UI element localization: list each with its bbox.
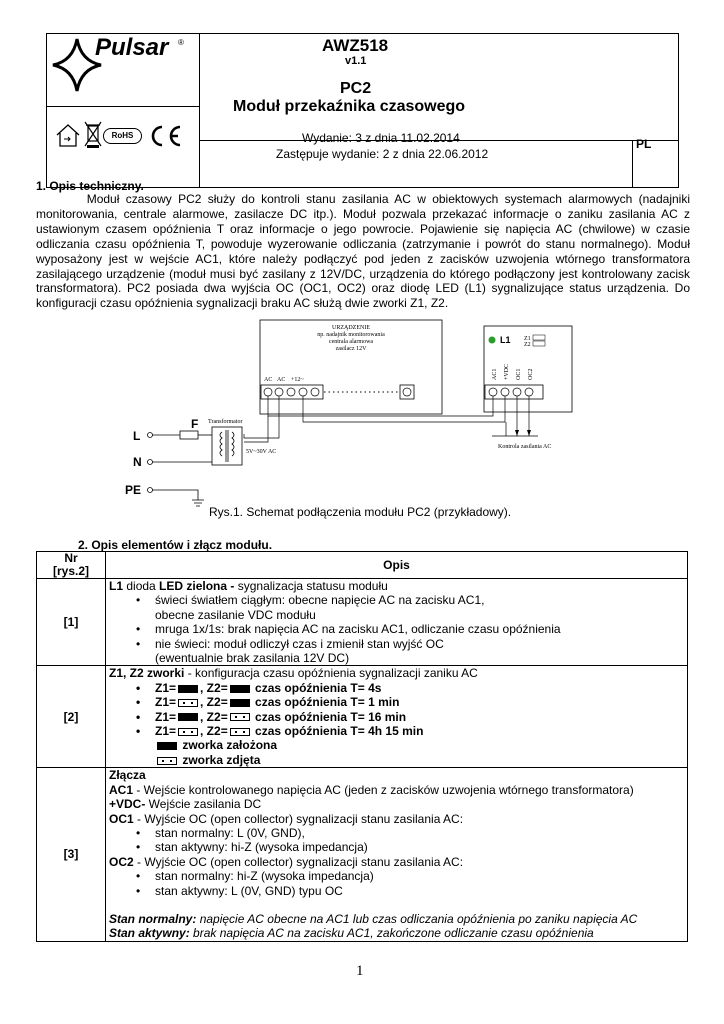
jumper-off-icon xyxy=(178,728,198,736)
pin-label: OC2 xyxy=(528,368,534,380)
module-terminals xyxy=(489,388,533,396)
list-item: • Z1= , Z2= czas opóźnienia T= 4h 15 min xyxy=(155,724,684,738)
list-item: • nie świeci: moduł odliczył czas i zmienił stan wyjść OC (ewentualnie brak zasilania 12V DC) xyxy=(155,637,684,666)
jumper-off-icon xyxy=(230,713,250,721)
logo-text: Pulsar xyxy=(95,34,169,61)
legend-off: zworka zdjęta xyxy=(109,753,684,767)
paragraph-line: zasilającego urządzenie (moduł musi być zasilany z 12V/DC, urządzenia do którego podłączony jest kontrolowany zacisk xyxy=(36,266,690,281)
mains-l-label: L xyxy=(133,429,141,443)
page-number: 1 xyxy=(356,963,364,979)
list-item: • Z1= , Z2= czas opóźnienia T= 4s xyxy=(155,681,684,695)
connection-diagram xyxy=(120,318,590,508)
fuse-label: F xyxy=(191,417,199,431)
jumper-on-icon xyxy=(157,742,177,750)
device-line: np. nadajnik monitorowania xyxy=(317,332,385,338)
document-version: v1.1 xyxy=(345,55,367,67)
voltage-label: 5V~30V AC xyxy=(246,449,277,455)
jumper-on-icon xyxy=(178,685,198,693)
section-1-paragraph xyxy=(36,192,690,311)
figure-caption: Rys.1. Schemat podłączenia modułu PC2 (przykładowy). xyxy=(209,505,512,519)
list-item: • stan aktywny: L (0V, GND) typu OC xyxy=(155,884,684,898)
row-description: Złącza AC1 - Wejście kontrolowanego napięcia AC (jeden z zacisków uzwojenia wtórnego transformatora) +VDC- Wejście zasilania DC OC1 - Wyjście OC (open collector) sygnalizacji stanu zasilania AC: • stan normalny: L (0V, GND), • stan aktywny: hi-Z (wysoka impedancja) OC2 - Wyjście OC (open collector) sygnalizacji stanu zasilania AC: • stan normalny: hi-Z (wysoka impedancja) • stan aktywny: L (0V, GND) typu OC Stan normalny: napięcie AC obecne na AC1 lub czas odliczania opóźnienia po zaniku napięcia AC Stan aktywny: brak napięcia AC na zacisku AC1, zakończone odliczanie czasu opóźnienia xyxy=(106,768,688,941)
table-row xyxy=(37,666,688,768)
mains-pe-label: PE xyxy=(125,483,142,497)
module-terminal-block xyxy=(485,385,543,399)
weee-bin-icon xyxy=(84,121,102,149)
table-header-row xyxy=(37,552,688,579)
pin-label: +VDC xyxy=(504,363,510,380)
device-line: centrala alarmowa xyxy=(328,339,374,345)
row-number: [2] xyxy=(37,666,106,768)
list-item: • stan normalny: L (0V, GND), xyxy=(155,826,684,840)
terminal-label: AC xyxy=(264,377,273,383)
transformer-box xyxy=(212,427,242,465)
terminal-label: +12~ xyxy=(291,377,304,383)
row-number: [1] xyxy=(37,579,106,666)
paragraph-line: Moduł czasowy PC2 służy do kontroli stanu zasilania AC w obiektowych systemach alarmowych (nadajniki xyxy=(36,192,690,206)
header-divider xyxy=(47,106,199,107)
house-icon xyxy=(55,122,81,148)
section-2-heading: 2. Opis elementów i złącz modułu. xyxy=(78,538,273,552)
edition-info: Wydanie: 3 z dnia 11.02.2014 xyxy=(302,131,460,145)
table-row xyxy=(37,768,688,941)
registered-mark: ® xyxy=(178,38,184,47)
device-terminals xyxy=(264,388,319,396)
list-item: • mruga 1x/1s: brak napięcia AC na zacisku AC1, odliczanie czasu opóźnienia xyxy=(155,622,684,636)
table-row xyxy=(37,579,688,666)
list-item: • świeci światłem ciągłym: obecne napięcie AC na zacisku AC1, obecne zasilanie VDC modułu xyxy=(155,593,684,622)
jumper-off-icon xyxy=(178,699,198,707)
list-item: • stan aktywny: hi-Z (wysoka impedancja) xyxy=(155,840,684,854)
pin-label: OC1 xyxy=(516,368,522,380)
wires xyxy=(244,396,538,442)
paragraph-line: monitorowania, centrale alarmowe, zasilacze DC itp.). Moduł pozwala przekazać informacje o zaniku zasilania AC z xyxy=(36,206,690,221)
ce-mark-icon xyxy=(147,124,183,148)
rohs-badge: RoHS xyxy=(103,128,142,144)
row-description: Z1, Z2 zworki - konfiguracja czasu opóźnienia sygnalizacji zaniku AC • Z1= , Z2= czas opóźnienia T= 4s • Z1= , Z2= czas opóźnienia T= 1 min • Z1= , Z2= czas opóźnienia T= 16 min • Z1= , Z2= czas opóźnienia T= 4h 15 min zworka założona zworka zdjęta xyxy=(106,666,688,768)
paragraph-line: transformatora). PC2 posiada dwa wyjścia OC (OC1, OC2) oraz diodę LED (L1) sygnalizujące status urządzenia. Do xyxy=(36,281,690,296)
paragraph-line: konfiguracji czasu opóźnienia sygnalizacji braku AC służą dwie zworki Z1, Z2. xyxy=(36,296,449,311)
mains-n-label: N xyxy=(133,455,142,469)
led-label: L1 xyxy=(500,335,511,345)
jumper-on-icon xyxy=(230,699,250,707)
header-divider xyxy=(632,140,633,187)
elements-table xyxy=(36,551,688,942)
jumper-label: Z1 xyxy=(524,336,531,342)
device-line: zasilacz 12V xyxy=(335,346,367,352)
terminal-label: AC xyxy=(277,377,286,383)
legend-on: zworka założona xyxy=(109,738,684,752)
row-description: L1 dioda LED zielona - sygnalizacja statusu modułu • świeci światłem ciągłym: obecne napięcie AC na zacisku AC1, obecne zasilanie VDC modułu • mruga 1x/1s: brak napięcia AC na zacisku AC1, odliczanie czasu opóźnienia • nie świeci: moduł odliczył czas i zmienił stan wyjść OC (ewentualnie brak zasilania 12V DC) xyxy=(106,579,688,666)
row-number: [3] xyxy=(37,768,106,941)
document-title: Moduł przekaźnika czasowego xyxy=(233,98,466,115)
device-terminal-block xyxy=(261,385,323,399)
language-code: PL xyxy=(636,137,652,151)
header-divider xyxy=(199,34,200,187)
list-item: • Z1= , Z2= czas opóźnienia T= 16 min xyxy=(155,710,684,724)
document-code: AWZ518 xyxy=(322,36,389,55)
jumper-off-icon xyxy=(230,728,250,736)
list-item: • Z1= , Z2= czas opóźnienia T= 1 min xyxy=(155,695,684,709)
column-header-opis: Opis xyxy=(106,552,688,579)
led-icon xyxy=(489,337,496,344)
list-item: • stan normalny: hi-Z (wysoka impedancja) xyxy=(155,869,684,883)
mains-wires xyxy=(150,431,212,506)
jumper-on-icon xyxy=(230,685,250,693)
paragraph-line: ustawionym czasem opóźnienia T oraz informacje o jego powrocie. Pojawienie się napięcia AC (chwilowe) w czasie xyxy=(36,221,690,236)
pin-label: AC1 xyxy=(492,368,498,380)
column-header-nr: Nr [rys.2] xyxy=(37,552,106,579)
jumper-on-icon xyxy=(178,713,198,721)
replaces-info: Zastępuje wydanie: 2 z dnia 22.06.2012 xyxy=(276,147,489,161)
jumper-label: Z2 xyxy=(524,342,531,348)
product-name: PC2 xyxy=(340,80,372,97)
device-terminal-block xyxy=(400,385,414,399)
kontrola-label: Kontrola zasilania AC xyxy=(498,444,552,450)
section-1-heading: 1. Opis techniczny. xyxy=(36,179,144,193)
paragraph-line: wyposażony jest w wejście AC1, które należy podłączyć pod jeden z zacisków uzwojenia wtórnego transformatora xyxy=(36,251,690,266)
jumper-off-icon xyxy=(157,757,177,765)
paragraph-line: odliczania czasu opóźnienia T, powoduje wyzerowanie odliczania (zatrzymanie i powrót do stanu normalnego). Moduł xyxy=(36,236,690,251)
device-title: URZĄDZENIE xyxy=(332,325,370,331)
transformer-label: Transformator xyxy=(208,419,243,425)
